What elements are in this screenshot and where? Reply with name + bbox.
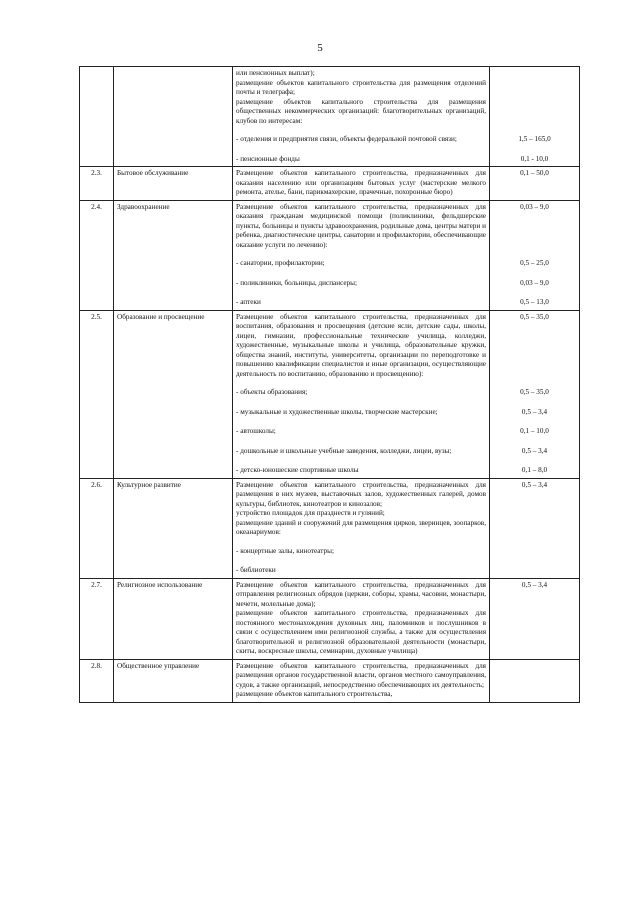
sub-item-area-range: 0,03 – 9,0 — [520, 278, 549, 287]
description-paragraph: размещение объектов капитального строительства для размещения отделений почты и телеграфа; — [236, 78, 486, 96]
table-row — [80, 67, 580, 167]
sub-item-area-range: 0,5 – 35,0 — [520, 388, 549, 396]
sub-item: - дошкольные и школьные учебные заведения, колледжи, лицеи, вузы; — [236, 446, 452, 455]
sub-item-area-range: 0,5 – 3,4 — [521, 407, 548, 416]
description-paragraph: Размещение объектов капитального строительства, предназначенных для размещения в них музеев, выставочных залов, художественных галерей, домов культуры, библиотек, кинотеатров и кинозалов; — [236, 480, 486, 508]
use-type-description — [233, 478, 490, 578]
table-row — [80, 167, 580, 201]
sub-item: - библиотеки — [236, 566, 276, 574]
table-row — [80, 310, 580, 478]
use-type-name: Здравоохранение — [114, 200, 233, 310]
area-range — [490, 478, 580, 578]
table-row — [80, 478, 580, 578]
sub-item: - отделения и предприятия связи, объекты федеральной почтовой связи; — [236, 135, 457, 143]
area-range-value: 0,5 – 3,4 — [521, 580, 548, 589]
area-range — [490, 659, 580, 702]
description-paragraph: Размещение объектов капитального строительства, предназначенных для оказания населению или организациям бытовых услуг (мастерские мелкого ремонта, ателье, бани, парикмахерские, прачечные, похоронные бюро) — [236, 169, 486, 196]
description-paragraph: Размещение объектов капитального строительства, предназначенных для отправления религиозных обрядов (церкви, соборы, храмы, часовни, монастыри, мечети, молельные дома); — [236, 580, 486, 608]
area-range-value: 0,5 – 3,4 — [521, 480, 548, 489]
area-range — [490, 310, 580, 478]
row-number: 2.8. — [80, 659, 114, 702]
area-range — [490, 578, 580, 659]
description-paragraph: или пенсионных выплат); — [236, 69, 315, 77]
sub-item: - санатории, профилактории; — [236, 259, 325, 267]
area-range — [490, 67, 580, 167]
use-type-description — [233, 67, 490, 167]
sub-item-area-range: 0,5 – 25,0 — [520, 259, 549, 267]
row-number — [80, 67, 114, 167]
description-paragraph: Размещение объектов капитального строительства, предназначенных для воспитания, образования и просвещения (детские ясли, детские сады, школы, лицеи, гимназии, профессиональные технические училища, колледжи, художественные, музыкальные школы и училища, образовательные кружки, общества знаний, институты, университеты, организации по переподготовке и повышению квалификации специалистов и иные организации, осуществляющие деятельность по воспитанию, образованию и просвещению): — [236, 312, 486, 378]
use-type-name: Образование и просвещение — [114, 310, 233, 478]
row-number: 2.6. — [80, 478, 114, 578]
sub-item: - концертные залы, кинотеатры; — [236, 546, 334, 555]
use-type-description — [233, 659, 490, 702]
sub-item: - автошколы; — [236, 427, 276, 435]
area-range — [490, 167, 580, 201]
use-type-name — [114, 67, 233, 167]
use-type-name: Бытовое обслуживание — [114, 167, 233, 201]
area-range-value: 0,03 – 9,0 — [520, 202, 549, 211]
description-paragraph: размещение объектов капитального строительства для размещения общественных некоммерческих организаций: благотворительных организаций, клубов по интересам: — [236, 97, 486, 125]
sub-item: - музыкальные и художественные школы, творческие мастерские; — [236, 407, 438, 416]
page-number: 5 — [317, 42, 323, 54]
description-paragraph: устройство площадок для празднеств и гуляний; — [236, 509, 385, 517]
use-type-description — [233, 310, 490, 478]
row-number: 2.3. — [80, 167, 114, 201]
row-number: 2.4. — [80, 200, 114, 310]
table-row — [80, 200, 580, 310]
sub-item: - детско-юношеские спортивные школы — [236, 466, 359, 474]
sub-item: - аптеки — [236, 298, 261, 306]
use-type-name: Религиозное использование — [114, 578, 233, 659]
sub-item-area-range: 1,5 – 165,0 — [518, 135, 551, 143]
sub-item-area-range: 0,1 – 10,0 — [520, 427, 549, 435]
sub-item: - пенсионные фонды — [236, 154, 300, 163]
use-type-description — [233, 200, 490, 310]
sub-item-area-range: 0,1 – 8,0 — [521, 466, 548, 474]
use-type-name: Общественное управление — [114, 659, 233, 702]
area-range-value: 0,5 – 35,0 — [520, 312, 549, 321]
table-row — [80, 659, 580, 702]
table-row — [80, 578, 580, 659]
row-number: 2.5. — [80, 310, 114, 478]
use-type-description — [233, 578, 490, 659]
area-range — [490, 200, 580, 310]
description-paragraph: размещение зданий и сооружений для размещения цирков, зверинцев, зоопарков, океанариумов: — [236, 518, 486, 536]
description-paragraph: Размещение объектов капитального строительства, предназначенных для размещения органов государственной власти, органов местного самоуправления, судов, а также организаций, непосредственно обеспечивающих их деятельность; — [236, 661, 486, 689]
description-paragraph: размещение объектов капитального строительства, предназначенных для постоянного местонахождения духовных лиц, паломников и послушников в связи с осуществлением ими религиозной службы, а также для осуществления благотворительной и религиозной образовательной деятельности (монастыри, скиты, воскресные школы, семинарии, духовные училища) — [236, 609, 486, 655]
description-paragraph: Размещение объектов капитального строительства, предназначенных для оказания гражданам медицинской помощи (поликлиники, фельдшерские пункты, больницы и пункты здравоохранения, родильные дома, центры матери и ребенка, диагностические центры, санатории и профилактории, обеспечивающие оказание услуги по лечению): — [236, 202, 486, 249]
use-type-name: Культурное развитие — [114, 478, 233, 578]
description-paragraph: размещение объектов капитального строительства, — [236, 690, 393, 698]
row-number: 2.7. — [80, 578, 114, 659]
sub-item-area-range: 0,5 – 13,0 — [520, 298, 549, 306]
sub-item-area-range: 0,5 – 3,4 — [521, 446, 548, 455]
area-range-value: 0,1 – 50,0 — [520, 169, 549, 177]
sub-item: - объекты образования; — [236, 388, 308, 396]
land-use-table — [79, 66, 580, 703]
use-type-description — [233, 167, 490, 201]
sub-item-area-range: 0,1 - 10,0 — [520, 154, 549, 163]
sub-item: - поликлиники, больницы, диспансеры; — [236, 278, 357, 287]
